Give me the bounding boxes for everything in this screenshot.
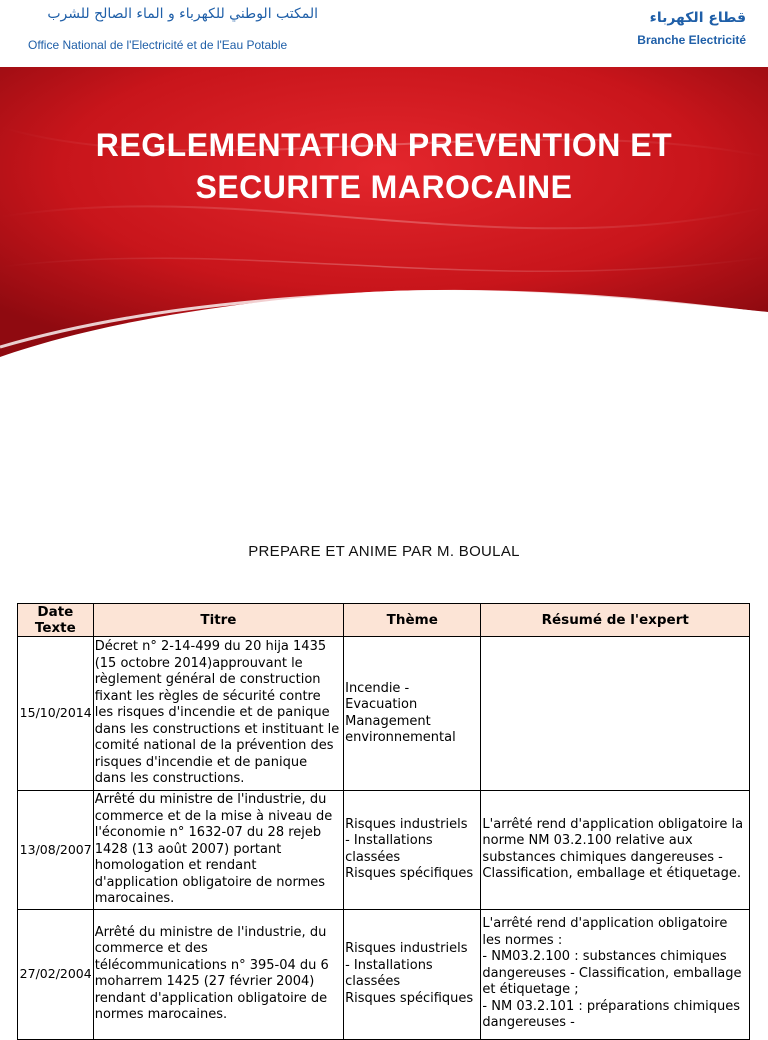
- regulation-table: [17, 603, 750, 1040]
- cell-theme: Risques industriels - Installations classées Risques spécifiques: [344, 909, 481, 1039]
- table-row: [18, 791, 750, 910]
- cell-theme: Risques industriels - Installations classées Risques spécifiques: [344, 791, 481, 910]
- cell-titre: Arrêté du ministre de l'industrie, du commerce et de la mise à niveau de l'économie n° 1632-07 du 28 rejeb 1428 (13 août 2007) portant homologation et rendant d'application obligatoire de normes marocaines.: [93, 791, 343, 910]
- header-bar: [0, 0, 768, 67]
- cell-theme: Incendie - Evacuation Management environnemental: [344, 637, 481, 791]
- table-header-row: [18, 604, 750, 637]
- branch-name-arabic: قطاع الكهرباء: [649, 10, 746, 26]
- table-row: [18, 637, 750, 791]
- title-banner: [0, 67, 768, 357]
- author-line: PREPARE ET ANIME PAR M. BOULAL: [248, 543, 520, 560]
- cell-resume: L'arrêté rend d'application obligatoire les normes : - NM03.2.100 : substances chimiques dangereuses - Classification, emballage et étiquetage ; - NM 03.2.101 : préparations chimiques dangereuses -: [481, 909, 750, 1039]
- cell-resume: [481, 637, 750, 791]
- branch-name-french: Branche Electricité: [637, 33, 746, 47]
- org-name-arabic: المكتب الوطني للكهرباء و الماء الصالح للشرب: [47, 6, 318, 22]
- table-row: [18, 909, 750, 1039]
- header-theme: Thème: [344, 604, 481, 637]
- cell-titre: Arrêté du ministre de l'industrie, du commerce et des télécommunications n° 395-04 du 6 moharrem 1425 (27 février 2004) rendant d'application obligatoire de normes marocaines.: [93, 909, 343, 1039]
- header-date: Date Texte: [18, 604, 94, 637]
- cell-titre: Décret n° 2-14-499 du 20 hija 1435 (15 octobre 2014)approuvant le règlement général de construction fixant les règles de sécurité contre les risques d'incendie et de panique dans les constructions et instituant le comité national de la prévention des risques d'incendie et de panique dans les constructions.: [93, 637, 343, 791]
- cell-date: 13/08/2007: [18, 791, 94, 910]
- header-titre: Titre: [93, 604, 343, 637]
- cell-date: 15/10/2014: [18, 637, 94, 791]
- banner-background: [0, 67, 768, 357]
- cell-resume: L'arrêté rend d'application obligatoire la norme NM 03.2.100 relative aux substances chimiques dangereuses - Classification, emballage et étiquetage.: [481, 791, 750, 910]
- header-resume: Résumé de l'expert: [481, 604, 750, 637]
- cell-date: 27/02/2004: [18, 909, 94, 1039]
- org-name-french: Office National de l'Electricité et de l'Eau Potable: [28, 38, 288, 52]
- document-title: REGLEMENTATION PREVENTION ET SECURITE MAROCAINE: [95, 127, 673, 205]
